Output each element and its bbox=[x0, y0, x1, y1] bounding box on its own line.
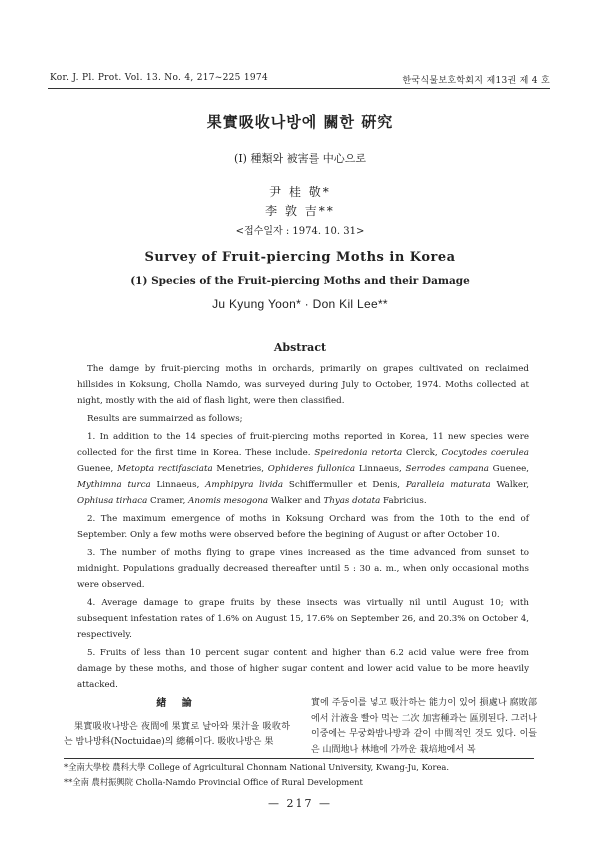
text: Schiffermuller et Denis, bbox=[283, 479, 406, 490]
intro-left-column bbox=[64, 696, 290, 751]
abstract-result-5: 5. Fruits of less than 10 percent sugar content and higher than 6.2 acid value were free from damage by these moths, and those of higher sugar content and lower acid value to be more heavily attacked. bbox=[77, 648, 529, 690]
text: Guenee, bbox=[488, 464, 530, 475]
korean-title: 果實吸收나방에 關한 硏究 bbox=[206, 113, 394, 131]
text: Fabricius. bbox=[380, 495, 427, 506]
text: 1. In addition to the 14 species of fruit-piercing moths reported in Korea, 11 new species were collected for the first time in Korea. These include. bbox=[77, 432, 529, 459]
korean-author-1: 尹 桂 敬* bbox=[269, 185, 331, 199]
footnote-rule bbox=[64, 758, 534, 759]
journal-citation: Kor. J. Pl. Prot. Vol. 13. No. 4, 217~225 1974 bbox=[50, 73, 268, 83]
species-name: Amphipyra livida bbox=[205, 479, 284, 490]
journal-korean-header: 한국식물보호학회지 제13권 제 4 호 bbox=[402, 76, 550, 86]
english-title: Survey of Fruit-piercing Moths in Korea bbox=[144, 250, 456, 265]
english-subtitle: (1) Species of the Fruit-piercing Moths and their Damage bbox=[130, 275, 470, 287]
abstract-result-1 bbox=[77, 430, 529, 510]
text: Walker, bbox=[490, 479, 529, 490]
species-name: Cocytodes coerulea bbox=[441, 448, 529, 459]
species-name: Paralleia maturata bbox=[405, 479, 491, 490]
intro-right-column bbox=[311, 696, 537, 758]
species-name: Mythimna turca bbox=[77, 479, 151, 490]
text: Guenee, bbox=[77, 464, 118, 475]
page-number: — 217 — bbox=[268, 797, 332, 810]
text: Clerck, bbox=[402, 448, 442, 459]
footnote-2: **全南 農村振興院 Cholla-Namdo Provincial Office of Rural Development bbox=[64, 777, 363, 787]
species-name: Ophiusa tirhaca bbox=[77, 495, 148, 506]
abstract-body bbox=[77, 362, 529, 696]
text: Linnaeus, bbox=[355, 464, 406, 475]
abstract-heading: Abstract bbox=[273, 341, 327, 354]
text: Cramer, bbox=[147, 495, 189, 506]
received-date: <접수일자 : 1974. 10. 31> bbox=[235, 226, 365, 237]
species-name: Speiredonia retorta bbox=[314, 448, 403, 459]
header-rule bbox=[48, 88, 550, 89]
abstract-result-3: 3. The number of moths flying to grape vines increased as the time advanced from sunset to midnight. Populations gradually decreased thereafter until 5 : 30 a. m., when only occasional moths were observed. bbox=[77, 548, 529, 590]
species-name: Metopta rectifasciata bbox=[117, 464, 213, 475]
abstract-paragraph: Results are summairzed as follows; bbox=[87, 414, 243, 425]
species-name: Serrodes campana bbox=[405, 464, 489, 475]
species-name: Ophideres fullonica bbox=[267, 464, 356, 475]
species-name: Thyas dotata bbox=[323, 495, 381, 506]
text: Menetries, bbox=[212, 464, 268, 475]
intro-heading: 緖 論 bbox=[156, 698, 198, 709]
intro-text-left: 果實吸收나방은 夜間에 果實로 날아와 果汁을 吸收하는 밤나방科(Noctuidae)의 總稱이다. 吸收나방은 果 bbox=[64, 721, 290, 747]
korean-subtitle: (I) 種類와 被害를 中心으로 bbox=[234, 152, 366, 165]
footnote-1: *全南大學校 農科大學 College of Agricultural Chonnam National University, Kwang-Ju, Korea. bbox=[64, 762, 449, 772]
korean-author-2: 李 敦 吉** bbox=[265, 204, 335, 218]
text: Linnaeus, bbox=[150, 479, 206, 490]
abstract-paragraph: The damge by fruit-piercing moths in orchards, primarily on grapes cultivated on reclaimed hillsides in Koksung, Cholla Namdo, was surveyed during July to October, 1974. Moths collected at night, mostly with the aid of flash light, were then classified. bbox=[77, 364, 529, 406]
species-name: Anomis mesogona bbox=[188, 495, 269, 506]
intro-text-right: 實에 주둥이를 넣고 吸汁하는 能力이 있어 損處나 腐敗部에서 汁液을 빨아 먹는 二次 加害種과는 區別된다. 그러나 이중에는 무궁화밤나방과 같이 中間적인 것도 있다. 이들은 山間地나 林地에 가까운 栽培地에서 복 bbox=[311, 698, 537, 755]
english-authors: Ju Kyung Yoon* · Don Kil Lee** bbox=[212, 297, 388, 311]
text: Walker and bbox=[268, 495, 324, 506]
abstract-result-2: 2. The maximum emergence of moths in Koksung Orchard was from the 10th to the end of September. Only a few moths were observed before the begining of August or after October 10. bbox=[77, 514, 529, 540]
abstract-result-4: 4. Average damage to grape fruits by these insects was virtually nil until August 10; with subsequent infestation rates of 1.6% on August 15, 17.6% on September 26, and 20.3% on October 4, respectively. bbox=[77, 598, 529, 640]
